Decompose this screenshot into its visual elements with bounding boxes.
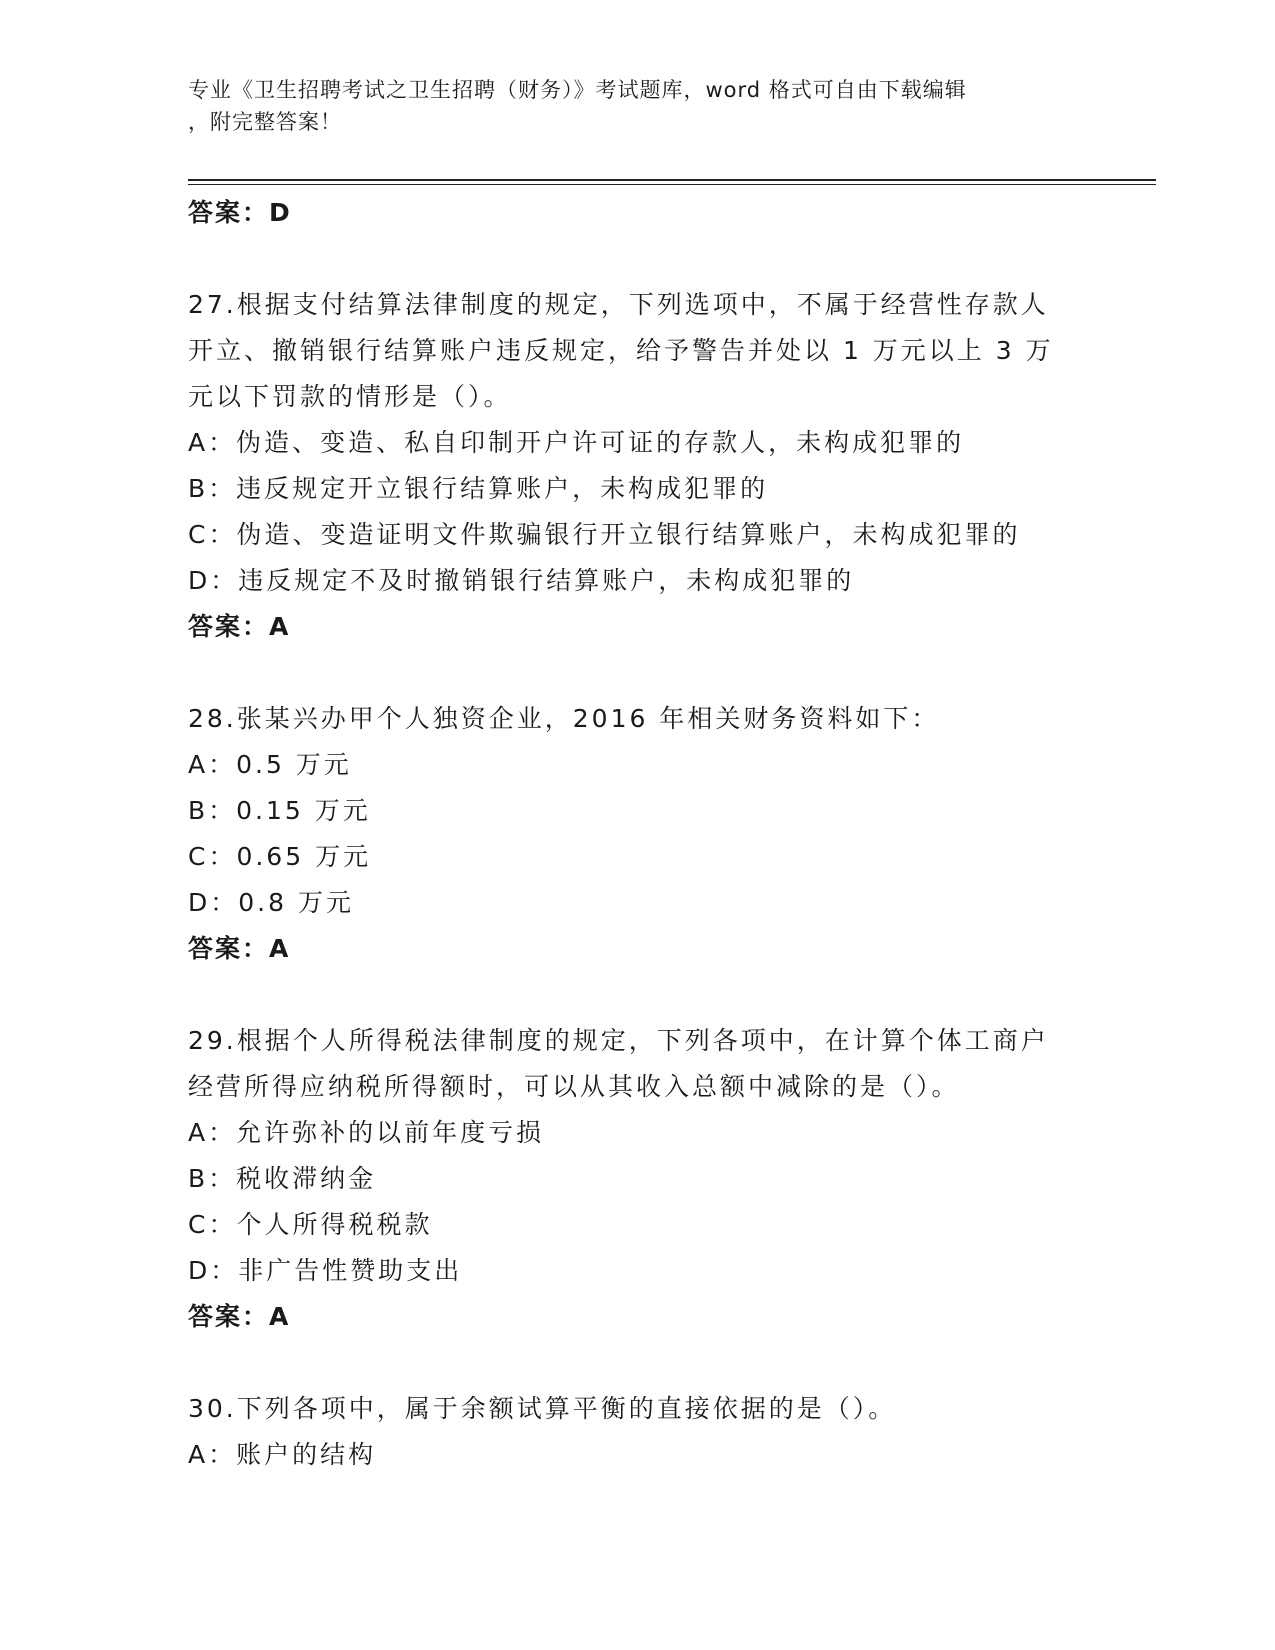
question-29 [188,1018,1088,1340]
option-d: D：0.8 万元 [188,888,354,917]
answer: 答案：A [188,612,291,641]
question-list [188,190,1088,1478]
spacer [188,972,1088,1018]
option-c: C：伪造、变造证明文件欺骗银行开立银行结算账户，未构成犯罪的 [188,520,1021,549]
answer: 答案：A [188,1302,291,1331]
question-stem-line: 30.下列各项中，属于余额试算平衡的直接依据的是（）。 [188,1394,897,1423]
option-b: B：税收滞纳金 [188,1164,377,1193]
question-28 [188,696,1088,972]
option-a: A：伪造、变造、私自印制开户许可证的存款人，未构成犯罪的 [188,428,965,457]
header-line-2: ，附完整答案！ [188,110,342,134]
option-c: C：个人所得税税款 [188,1210,433,1239]
question-30 [188,1386,1088,1478]
answer: 答案：A [188,934,291,963]
question-stem-line: 29.根据个人所得税法律制度的规定，下列各项中，在计算个体工商户 [188,1026,1049,1055]
previous-answer: 答案：D [188,198,292,227]
option-a: A：账户的结构 [188,1440,377,1469]
header-rule-thick [188,179,1156,181]
option-b: B：违反规定开立银行结算账户，未构成犯罪的 [188,474,769,503]
option-b: B：0.15 万元 [188,796,371,825]
question-stem-line: 28.张某兴办甲个人独资企业，2016 年相关财务资料如下： [188,704,940,733]
spacer [188,1340,1088,1386]
question-stem-line: 元以下罚款的情形是（）。 [188,382,512,411]
spacer [188,236,1088,282]
question-stem-line: 开立、撤销银行结算账户违反规定，给予警告并处以 1 万元以上 3 万 [188,336,1054,365]
question-stem-line: 经营所得应纳税所得额时，可以从其收入总额中减除的是（）。 [188,1072,960,1101]
option-a: A：0.5 万元 [188,750,352,779]
header-rule-thin [188,184,1156,185]
page-header [188,74,1068,138]
spacer [188,650,1088,696]
option-d: D：非广告性赞助支出 [188,1256,463,1285]
header-line-1: 专业《卫生招聘考试之卫生招聘（财务）》考试题库，word 格式可自由下载编辑 [188,78,967,102]
option-c: C：0.65 万元 [188,842,372,871]
question-stem-line: 27.根据支付结算法律制度的规定，下列选项中，不属于经营性存款人 [188,290,1049,319]
option-a: A：允许弥补的以前年度亏损 [188,1118,545,1147]
question-27 [188,282,1088,650]
option-d: D：违反规定不及时撤销银行结算账户，未构成犯罪的 [188,566,855,595]
